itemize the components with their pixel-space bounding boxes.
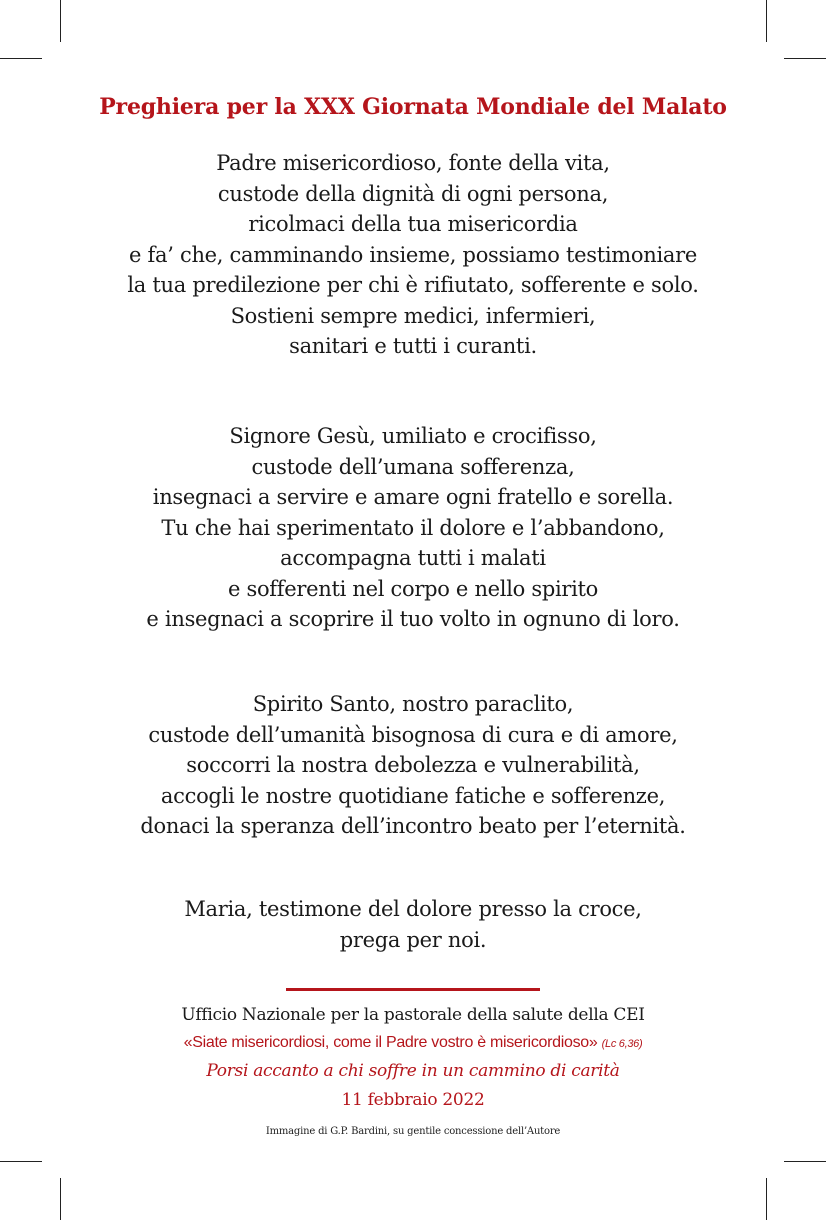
crop-mark-bottom-left-vertical	[60, 1178, 61, 1220]
prayer-line: accogli le nostre quotidiane fatiche e sofferenze,	[160, 783, 666, 808]
prayer-line: Signore Gesù, umiliato e crocifisso,	[229, 424, 597, 448]
prayer-line: e insegnaci a scoprire il tuo volto in ognuno di loro.	[146, 607, 680, 631]
crop-mark-bottom-right-vertical	[766, 1178, 767, 1220]
prayer-line: custode dell’umanità bisognosa di cura e di amore,	[148, 722, 678, 747]
crop-mark-top-right-vertical	[766, 0, 767, 42]
prayer-line: insegnaci a servire e amare ogni fratello e sorella.	[152, 485, 674, 509]
image-credit: Immagine di G.P. Bardini, su gentile concessione dell’Autore	[265, 1126, 561, 1137]
stanza-holy-spirit	[0, 689, 826, 842]
prayer-line: sanitari e tutti i curanti.	[289, 334, 537, 358]
prayer-line: Sostieni sempre medici, infermieri,	[230, 303, 596, 328]
prayer-title: Preghiera per la XXX Giornata Mondiale del Malato	[99, 94, 727, 120]
stanza-father	[0, 148, 826, 362]
prayer-line: ricolmaci della tua misericordia	[248, 212, 578, 236]
prayer-line: accompagna tutti i malati	[280, 546, 546, 570]
prayer-line: soccorri la nostra debolezza e vulnerabilità,	[186, 753, 640, 777]
stanza-mary	[0, 894, 826, 955]
prayer-line: custode della dignità di ogni persona,	[217, 181, 609, 206]
quote-reference: (Lc 6,36)	[601, 1038, 643, 1050]
quote-text: «Siate misericordiosi, come il Padre vostro è misericordioso»	[183, 1034, 598, 1051]
crop-mark-top-left-horizontal	[0, 58, 42, 59]
crop-mark-top-right-horizontal	[784, 58, 826, 59]
prayer-line: la tua predilezione per chi è rifiutato, sofferente e solo.	[127, 273, 699, 297]
red-divider	[286, 988, 540, 991]
prayer-line: donaci la speranza dell’incontro beato per l’eternità.	[140, 814, 686, 838]
theme-motto: Porsi accanto a chi soffre in un cammino di carità	[206, 1061, 620, 1081]
scripture-quote	[0, 1034, 826, 1052]
prayer-line: e fa’ che, camminando insieme, possiamo testimoniare	[129, 242, 697, 267]
crop-mark-bottom-left-horizontal	[0, 1161, 42, 1162]
office-name: Ufficio Nazionale per la pastorale della salute della CEI	[181, 1005, 645, 1025]
crop-mark-top-left-vertical	[60, 0, 61, 42]
prayer-line: custode dell’umana sofferenza,	[251, 454, 575, 479]
prayer-line: Spirito Santo, nostro paraclito,	[252, 692, 574, 716]
prayer-line: Tu che hai sperimentato il dolore e l’abbandono,	[161, 515, 665, 540]
crop-mark-bottom-right-horizontal	[784, 1161, 826, 1162]
prayer-line: prega per noi.	[339, 927, 487, 952]
stanza-jesus	[0, 421, 826, 635]
event-date: 11 febbraio 2022	[341, 1090, 485, 1110]
prayer-line: Padre misericordioso, fonte della vita,	[216, 151, 610, 175]
prayer-line: Maria, testimone del dolore presso la croce,	[184, 897, 642, 921]
prayer-line: e sofferenti nel corpo e nello spirito	[227, 576, 599, 601]
